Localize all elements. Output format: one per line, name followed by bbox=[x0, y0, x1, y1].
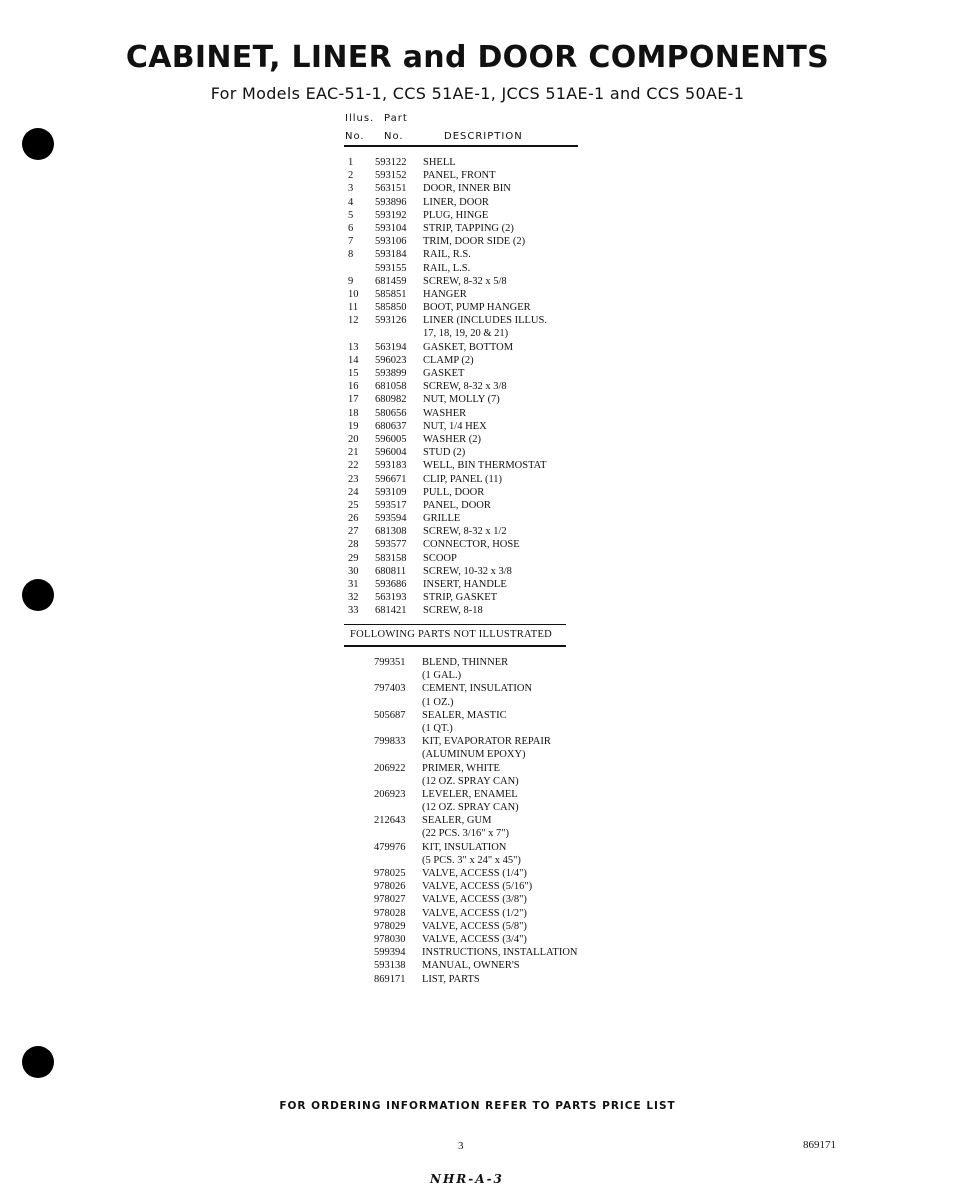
part-number: 680982 bbox=[375, 394, 407, 406]
table-row bbox=[345, 578, 645, 591]
table-row bbox=[345, 367, 645, 380]
page-subtitle: For Models EAC-51-1, CCS 51AE-1, JCCS 51AE-1 and CCS 50AE-1 bbox=[210, 84, 745, 103]
table-row bbox=[372, 959, 672, 972]
table-row bbox=[345, 459, 645, 472]
part-description: LEVELER, ENAMEL bbox=[422, 788, 518, 800]
illus-number: 12 bbox=[348, 315, 359, 327]
part-description: PANEL, FRONT bbox=[423, 170, 496, 182]
illus-number: 26 bbox=[348, 513, 359, 525]
table-row bbox=[372, 880, 672, 893]
table-row bbox=[345, 486, 645, 499]
table-row bbox=[345, 380, 645, 393]
part-number: 593138 bbox=[374, 960, 406, 972]
part-description: VALVE, ACCESS (3/8") bbox=[422, 894, 527, 906]
part-number: 583158 bbox=[375, 552, 407, 564]
part-number: 479976 bbox=[374, 841, 406, 853]
table-row bbox=[372, 696, 672, 709]
part-description: (ALUMINUM EPOXY) bbox=[422, 749, 526, 761]
table-row bbox=[345, 420, 645, 433]
illus-number: 28 bbox=[348, 539, 359, 551]
table-row bbox=[372, 827, 672, 840]
part-number: 593152 bbox=[375, 170, 407, 182]
illus-number: 20 bbox=[348, 433, 359, 445]
illus-number: 27 bbox=[348, 526, 359, 538]
table-row bbox=[372, 814, 672, 827]
part-description: SCREW, 8-32 x 5/8 bbox=[423, 275, 507, 287]
illus-number: 25 bbox=[348, 499, 359, 511]
illus-number: 2 bbox=[348, 170, 354, 182]
part-number: 978027 bbox=[374, 894, 406, 906]
part-number: 681308 bbox=[375, 526, 407, 538]
table-row bbox=[372, 841, 672, 854]
parts-list bbox=[345, 156, 645, 618]
part-description: PRIMER, WHITE bbox=[422, 762, 500, 774]
table-row bbox=[372, 709, 672, 722]
table-row bbox=[345, 446, 645, 459]
part-description: VALVE, ACCESS (1/2") bbox=[422, 907, 527, 919]
ordering-note: FOR ORDERING INFORMATION REFER TO PARTS PRICE LIST bbox=[279, 1100, 676, 1112]
part-description: SCREW, 10-32 x 3/8 bbox=[423, 565, 512, 577]
illus-number: 5 bbox=[348, 209, 354, 221]
part-description: VALVE, ACCESS (3/4") bbox=[422, 933, 527, 945]
part-description: (1 OZ.) bbox=[422, 696, 454, 708]
table-row bbox=[345, 604, 645, 617]
part-number: 206922 bbox=[374, 762, 406, 774]
part-description: RAIL, R.S. bbox=[423, 249, 471, 261]
header-no: No. bbox=[345, 131, 365, 142]
part-description: SCREW, 8-18 bbox=[423, 605, 483, 617]
handwritten-note: NHR-A-3 bbox=[430, 1172, 504, 1186]
part-description: PLUG, HINGE bbox=[423, 209, 489, 221]
table-row bbox=[345, 196, 645, 209]
punch-hole-middle bbox=[22, 579, 54, 611]
illus-number: 17 bbox=[348, 394, 359, 406]
part-description: LIST, PARTS bbox=[422, 973, 480, 985]
part-description: (5 PCS. 3" x 24" x 45") bbox=[422, 854, 521, 866]
table-row bbox=[372, 762, 672, 775]
table-row bbox=[345, 182, 645, 195]
part-description: 17, 18, 19, 20 & 21) bbox=[423, 328, 509, 340]
part-description: SHELL bbox=[423, 157, 456, 168]
illus-number: 13 bbox=[348, 341, 359, 353]
illus-number: 14 bbox=[348, 354, 359, 366]
part-number: 593896 bbox=[375, 196, 407, 208]
part-number: 797403 bbox=[374, 683, 406, 695]
part-number: 869171 bbox=[374, 973, 406, 985]
part-number: 593577 bbox=[375, 539, 407, 551]
part-description: RAIL, L.S. bbox=[423, 262, 471, 274]
part-number: 596005 bbox=[375, 433, 407, 445]
part-number: 680811 bbox=[375, 565, 407, 577]
page-title: CABINET, LINER and DOOR COMPONENTS bbox=[125, 40, 830, 75]
table-row bbox=[372, 907, 672, 920]
part-description: GASKET, BOTTOM bbox=[423, 341, 514, 353]
part-description: BOOT, PUMP HANGER bbox=[423, 302, 531, 314]
part-number: 585850 bbox=[375, 302, 407, 314]
table-row bbox=[345, 314, 645, 327]
part-number: 563193 bbox=[375, 592, 407, 604]
table-row bbox=[345, 499, 645, 512]
punch-hole-top bbox=[22, 128, 54, 160]
illus-number: 16 bbox=[348, 381, 359, 393]
part-number: 585851 bbox=[375, 288, 407, 300]
table-row bbox=[345, 169, 645, 182]
part-number: 596671 bbox=[375, 473, 407, 485]
part-description: (12 OZ. SPRAY CAN) bbox=[422, 775, 519, 787]
page-number: 3 bbox=[458, 1140, 464, 1152]
not-illustrated-heading: FOLLOWING PARTS NOT ILLUSTRATED bbox=[350, 629, 553, 640]
illus-number: 32 bbox=[348, 592, 359, 604]
part-description: INSERT, HANDLE bbox=[423, 579, 507, 590]
part-description: STRIP, GASKET bbox=[423, 592, 498, 604]
part-description: VALVE, ACCESS (5/8") bbox=[422, 920, 527, 932]
part-number: 680637 bbox=[375, 420, 407, 432]
part-number: 580656 bbox=[375, 407, 407, 419]
part-description: VALVE, ACCESS (5/16") bbox=[422, 881, 533, 893]
table-row bbox=[345, 393, 645, 406]
part-number: 593104 bbox=[375, 222, 407, 234]
part-description: PANEL, DOOR bbox=[423, 499, 491, 511]
part-description: (12 OZ. SPRAY CAN) bbox=[422, 802, 519, 814]
document-number: 869171 bbox=[803, 1139, 836, 1151]
part-description: KIT, EVAPORATOR REPAIR bbox=[422, 736, 551, 748]
part-description: NUT, 1/4 HEX bbox=[423, 420, 487, 432]
table-row bbox=[345, 538, 645, 551]
part-number: 978030 bbox=[374, 933, 406, 945]
illus-number: 3 bbox=[348, 183, 354, 195]
table-row bbox=[372, 735, 672, 748]
table-row bbox=[372, 920, 672, 933]
illus-number: 1 bbox=[348, 157, 354, 168]
table-row bbox=[372, 775, 672, 788]
part-description: SCREW, 8-32 x 1/2 bbox=[423, 526, 507, 538]
section-rule-bottom bbox=[344, 645, 566, 647]
table-row bbox=[345, 222, 645, 235]
table-row bbox=[372, 656, 672, 669]
header-part: Part bbox=[384, 113, 408, 124]
part-number: 799833 bbox=[374, 736, 406, 748]
illus-number: 7 bbox=[348, 236, 354, 248]
part-number: 681459 bbox=[375, 275, 407, 287]
punch-hole-bottom bbox=[22, 1046, 54, 1078]
part-number: 593126 bbox=[375, 315, 407, 327]
part-number: 593109 bbox=[375, 486, 407, 498]
part-number: 593155 bbox=[375, 262, 407, 274]
part-number: 978029 bbox=[374, 920, 406, 932]
table-row bbox=[345, 341, 645, 354]
part-description: DOOR, INNER BIN bbox=[423, 183, 511, 195]
illus-number: 8 bbox=[348, 249, 354, 261]
illus-number: 18 bbox=[348, 407, 359, 419]
part-description: MANUAL, OWNER'S bbox=[422, 960, 520, 972]
header-part-no: No. bbox=[384, 131, 404, 142]
table-row bbox=[345, 525, 645, 538]
illus-number: 10 bbox=[348, 288, 359, 300]
part-number: 978026 bbox=[374, 881, 406, 893]
illus-number: 24 bbox=[348, 486, 359, 498]
table-row bbox=[372, 682, 672, 695]
part-number: 593594 bbox=[375, 513, 407, 525]
part-description: NUT, MOLLY (7) bbox=[423, 394, 500, 406]
illus-number: 22 bbox=[348, 460, 359, 472]
part-number: 206923 bbox=[374, 788, 406, 800]
part-description: (1 GAL.) bbox=[422, 670, 462, 682]
part-description: GASKET bbox=[423, 368, 465, 379]
part-description: LINER, DOOR bbox=[423, 196, 489, 208]
table-row bbox=[372, 788, 672, 801]
table-row bbox=[372, 801, 672, 814]
part-description: CLAMP (2) bbox=[423, 354, 474, 366]
table-row bbox=[372, 669, 672, 682]
illus-number: 31 bbox=[348, 579, 359, 590]
part-number: 593106 bbox=[375, 236, 407, 248]
part-description: LINER (INCLUDES ILLUS. bbox=[423, 315, 547, 327]
part-number: 505687 bbox=[374, 709, 406, 721]
part-description: GRILLE bbox=[423, 513, 461, 525]
part-number: 978028 bbox=[374, 907, 406, 919]
part-description: SEALER, GUM bbox=[422, 815, 492, 827]
part-number: 593192 bbox=[375, 209, 407, 221]
part-number: 593899 bbox=[375, 368, 407, 379]
table-row bbox=[345, 433, 645, 446]
table-row bbox=[345, 262, 645, 275]
illus-number: 30 bbox=[348, 565, 359, 577]
part-number: 212643 bbox=[374, 815, 406, 827]
table-row bbox=[372, 854, 672, 867]
illus-number: 29 bbox=[348, 552, 359, 564]
part-description: CLIP, PANEL (11) bbox=[423, 473, 503, 485]
section-rule-top bbox=[344, 624, 566, 625]
part-number: 596023 bbox=[375, 354, 407, 366]
header-description: DESCRIPTION bbox=[444, 131, 523, 142]
table-row bbox=[345, 512, 645, 525]
illus-number: 21 bbox=[348, 447, 359, 459]
illus-number: 23 bbox=[348, 473, 359, 485]
part-number: 593686 bbox=[375, 579, 407, 590]
table-row bbox=[345, 473, 645, 486]
table-row bbox=[345, 301, 645, 314]
part-description: SCREW, 8-32 x 3/8 bbox=[423, 381, 507, 393]
table-row bbox=[345, 248, 645, 261]
part-number: 799351 bbox=[374, 657, 406, 668]
table-row bbox=[345, 288, 645, 301]
part-number: 593183 bbox=[375, 460, 407, 472]
table-row bbox=[372, 973, 672, 986]
table-row bbox=[345, 235, 645, 248]
part-description: INSTRUCTIONS, INSTALLATION bbox=[422, 947, 578, 959]
part-description: (1 QT.) bbox=[422, 722, 453, 734]
table-row bbox=[345, 354, 645, 367]
part-number: 681058 bbox=[375, 381, 407, 393]
part-number: 593517 bbox=[375, 499, 407, 511]
part-description: PULL, DOOR bbox=[423, 486, 485, 498]
part-description: VALVE, ACCESS (1/4") bbox=[422, 868, 527, 879]
table-row bbox=[372, 933, 672, 946]
header-illus: Illus. bbox=[345, 113, 375, 124]
not-illustrated-list bbox=[372, 656, 672, 986]
part-description: STUD (2) bbox=[423, 447, 466, 459]
part-description: WELL, BIN THERMOSTAT bbox=[423, 460, 547, 472]
table-row bbox=[345, 552, 645, 565]
part-number: 563151 bbox=[375, 183, 407, 195]
illus-number: 6 bbox=[348, 222, 354, 234]
part-description: TRIM, DOOR SIDE (2) bbox=[423, 236, 526, 248]
part-number: 596004 bbox=[375, 447, 407, 459]
table-row bbox=[372, 748, 672, 761]
part-number: 593122 bbox=[375, 157, 407, 168]
part-description: WASHER bbox=[423, 407, 467, 419]
part-number: 599394 bbox=[374, 947, 406, 959]
illus-number: 9 bbox=[348, 275, 354, 287]
table-row bbox=[372, 867, 672, 880]
part-description: WASHER (2) bbox=[423, 433, 482, 445]
table-row bbox=[345, 591, 645, 604]
table-row bbox=[345, 275, 645, 288]
part-description: HANGER bbox=[423, 288, 467, 300]
table-row bbox=[345, 407, 645, 420]
part-description: KIT, INSULATION bbox=[422, 841, 507, 853]
illus-number: 19 bbox=[348, 420, 359, 432]
part-number: 593184 bbox=[375, 249, 407, 261]
illus-number: 11 bbox=[348, 302, 359, 314]
part-description: SCOOP bbox=[423, 552, 457, 564]
table-row bbox=[345, 565, 645, 578]
illus-number: 15 bbox=[348, 368, 359, 379]
table-row bbox=[372, 946, 672, 959]
part-number: 563194 bbox=[375, 341, 407, 353]
part-description: (22 PCS. 3/16" x 7") bbox=[422, 828, 510, 840]
table-row bbox=[345, 209, 645, 222]
part-number: 681421 bbox=[375, 605, 407, 617]
table-row bbox=[372, 722, 672, 735]
part-description: CEMENT, INSULATION bbox=[422, 683, 533, 695]
table-row bbox=[372, 893, 672, 906]
table-row bbox=[345, 327, 645, 340]
part-number: 978025 bbox=[374, 868, 406, 879]
header-rule bbox=[344, 145, 578, 147]
illus-number: 33 bbox=[348, 605, 359, 617]
part-description: BLEND, THINNER bbox=[422, 657, 509, 668]
part-description: SEALER, MASTIC bbox=[422, 709, 507, 721]
table-row bbox=[345, 156, 645, 169]
part-description: CONNECTOR, HOSE bbox=[423, 539, 520, 551]
illus-number: 4 bbox=[348, 196, 354, 208]
part-description: STRIP, TAPPING (2) bbox=[423, 222, 514, 234]
